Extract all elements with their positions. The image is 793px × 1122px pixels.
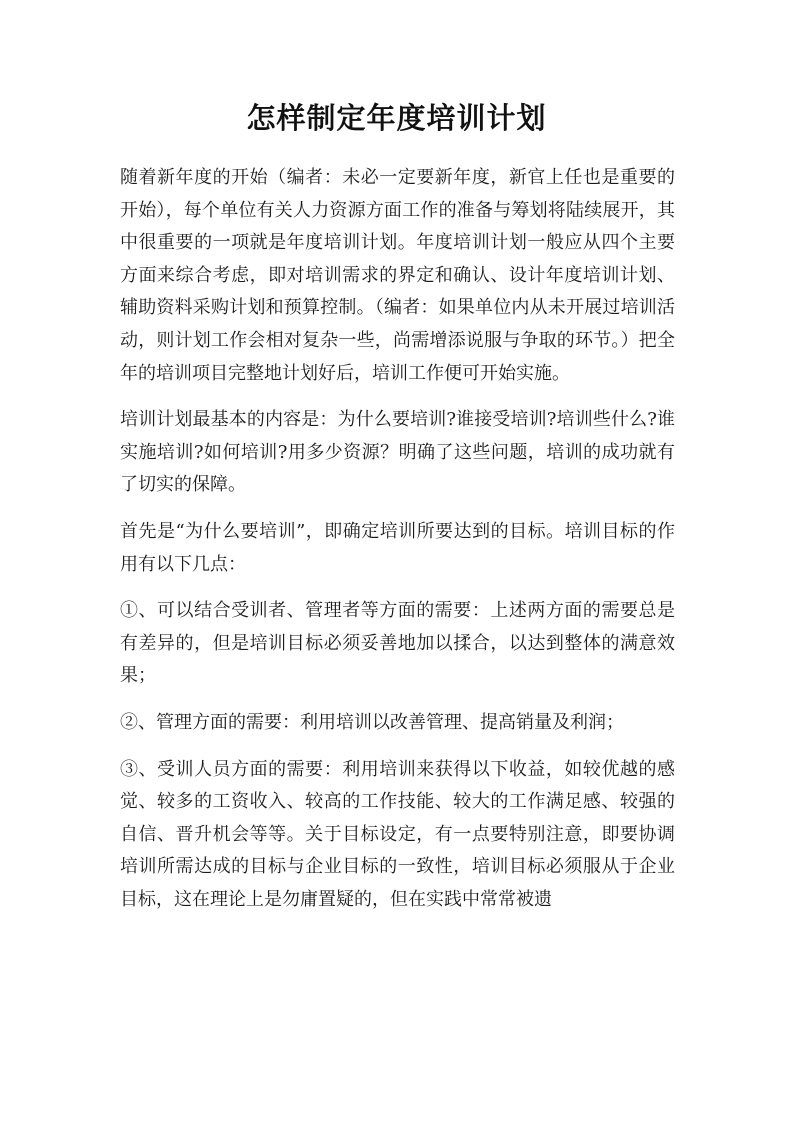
paragraph-basic-content: 培训计划最基本的内容是：为什么要培训?谁接受培训?培训些什么?谁实施培训?如何培训?用多少资源？明确了这些问题，培训的成功就有了切实的保障。 [120,409,675,496]
paragraph-why-train: 首先是“为什么要培训”，即确定培训所要达到的目标。培训目标的作用有以下几点： [120,520,675,575]
paragraph-point-3: ③、受训人员方面的需要：利用培训来获得以下收益，如较优越的感觉、较多的工资收入、较高的工作技能、较大的工作满足感、较强的自信、晋升机会等等。关于目标设定，有一点要特别注意，即要协调培训所需达成的目标与企业目标的一致性，培训目标必须服从于企业目标，这在理论上是勿庸置疑的，但在实践中常常被遗 [120,758,675,910]
document-title: 怎样制定年度培训计划 [246,101,547,135]
paragraph-point-1: ①、可以结合受训者、管理者等方面的需要：上述两方面的需要总是有差异的，但是培训目标必须妥善地加以揉合，以达到整体的满意效果； [120,600,675,687]
document-body [120,162,675,930]
paragraph-intro: 随着新年度的开始（编者：未必一定要新年度，新官上任也是重要的开始），每个单位有关人力资源方面工作的准备与筹划将陆续展开，其中很重要的一项就是年度培训计划。年度培训计划一般应从四个主要方面来综合考虑，即对培训需求的界定和确认、设计年度培训计划、辅助资料采购计划和预算控制。（编者：如果单位内从未开展过培训活动，则计划工作会相对复杂一些，尚需增添说服与争取的环节。）把全年的培训项目完整地计划好后，培训工作便可开始实施。 [120,167,675,384]
paragraph-point-2: ②、管理方面的需要：利用培训以改善管理、提高销量及利润； [120,711,624,733]
